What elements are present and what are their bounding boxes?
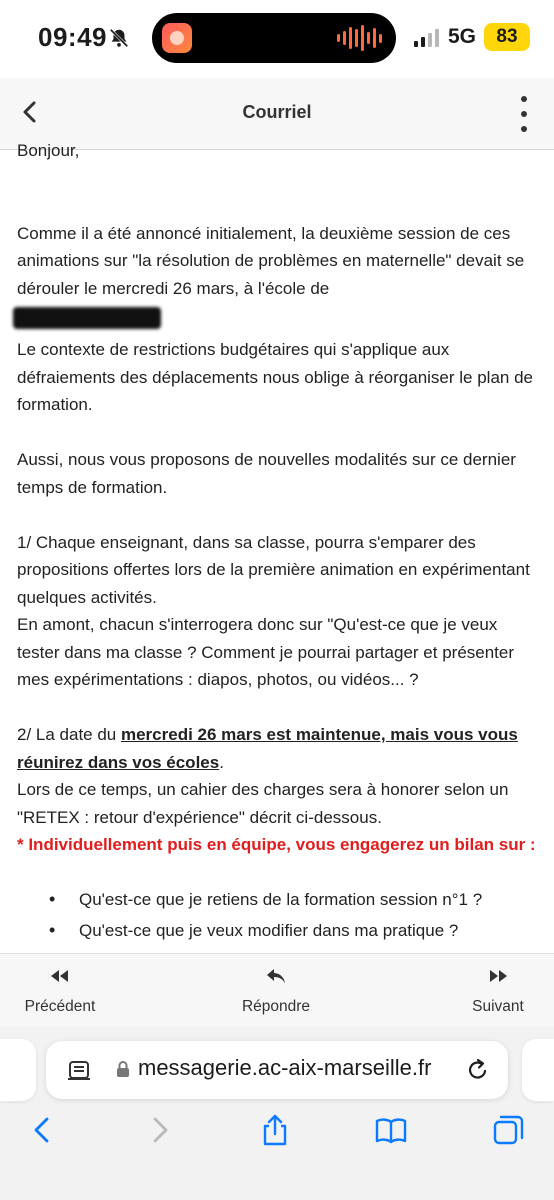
mail-action-bar bbox=[0, 953, 554, 1027]
cellular-signal-icon bbox=[414, 29, 440, 47]
mail-paragraph-budget: Le contexte de restrictions budgétaires qui s'applique aux défraiements des déplacements nous oblige à réorganiser le plan de formation. bbox=[17, 340, 533, 414]
next-tab-edge[interactable] bbox=[522, 1039, 554, 1101]
rewind-icon bbox=[48, 964, 72, 988]
browser-forward-icon[interactable] bbox=[142, 1113, 176, 1147]
previous-button[interactable] bbox=[18, 964, 102, 1016]
mail-alert-instruction: * Individuellement puis en équipe, vous engagerez un bilan sur : bbox=[17, 835, 536, 854]
mail-content bbox=[17, 137, 537, 975]
previous-label: Précédent bbox=[24, 998, 96, 1015]
point-2-suffix: . bbox=[219, 752, 224, 772]
battery-indicator: 83 bbox=[484, 23, 530, 51]
mail-paragraph-intro bbox=[17, 220, 537, 331]
list-item: • Qu'est-ce que je veux modifier dans ma pratique ? bbox=[17, 917, 537, 945]
tabs-icon[interactable] bbox=[492, 1113, 526, 1147]
mail-paragraph-intro-text: Comme il a été annoncé initialement, la deuxième session de ces animations sur "la résolution de problèmes en maternelle" devait se dérouler le mercredi 26 mars, à l'école de bbox=[17, 223, 525, 298]
mail-paragraph-modalities: Aussi, nous vous proposons de nouvelles modalités sur ce dernier temps de formation. bbox=[17, 450, 516, 497]
point-2-emphasis: mercredi 26 mars est maintenue, mais vous vous réunirez dans vos écoles bbox=[17, 725, 518, 772]
fast-forward-icon bbox=[486, 964, 510, 988]
reader-icon[interactable] bbox=[68, 1059, 90, 1081]
share-icon[interactable] bbox=[258, 1113, 292, 1147]
next-button[interactable] bbox=[458, 964, 538, 1016]
mail-paragraph-point-1: 1/ Chaque enseignant, dans sa classe, pourra s'emparer des propositions offertes lors de la première animation en expérimentant quelques activités. bbox=[17, 532, 530, 607]
dynamic-island[interactable] bbox=[152, 13, 396, 63]
reply-icon bbox=[264, 964, 288, 988]
address-bar[interactable] bbox=[46, 1041, 508, 1099]
mail-paragraph-retex: Lors de ce temps, un cahier des charges sera à honorer selon un "RETEX : retour d'expérience" décrit ci-dessous. bbox=[17, 780, 509, 827]
point-2-prefix: 2/ La date du bbox=[17, 725, 121, 744]
mail-salutation: Bonjour, bbox=[17, 141, 80, 160]
status-bar bbox=[0, 0, 554, 78]
reply-label: Répondre bbox=[241, 998, 311, 1015]
network-type: 5G bbox=[448, 25, 477, 48]
browser-toolbar bbox=[0, 1027, 554, 1200]
reload-icon[interactable] bbox=[466, 1057, 490, 1083]
previous-tab-edge[interactable] bbox=[0, 1039, 36, 1101]
list-item: • Qu'est-ce que je retiens de la formation session n°1 ? bbox=[17, 886, 537, 914]
next-label: Suivant bbox=[472, 998, 524, 1015]
lock-icon bbox=[116, 1060, 130, 1078]
status-time: 09:49 bbox=[38, 22, 107, 52]
book-icon[interactable] bbox=[374, 1113, 408, 1147]
reply-button[interactable] bbox=[226, 964, 326, 1016]
redacted-school-name bbox=[13, 304, 161, 330]
mail-body[interactable] bbox=[0, 141, 554, 953]
mail-paragraph-point-1-followup: En amont, chacun s'interrogera donc sur "Qu'est-ce que je veux tester dans ma classe ? Comment je pourrai partager et présenter mes expérimentations : diapos, photos, ou vidéos... ? bbox=[17, 615, 515, 689]
silent-bell-icon bbox=[108, 27, 130, 49]
now-playing-app-icon bbox=[162, 23, 192, 53]
audio-waveform-icon bbox=[337, 25, 382, 51]
mail-paragraph-point-2 bbox=[17, 721, 537, 776]
browser-back-icon[interactable] bbox=[26, 1113, 60, 1147]
url-text[interactable]: messagerie.ac-aix-marseille.fr bbox=[138, 1055, 432, 1080]
more-vertical-icon[interactable] bbox=[514, 96, 534, 132]
page-title: Courriel bbox=[242, 102, 312, 122]
